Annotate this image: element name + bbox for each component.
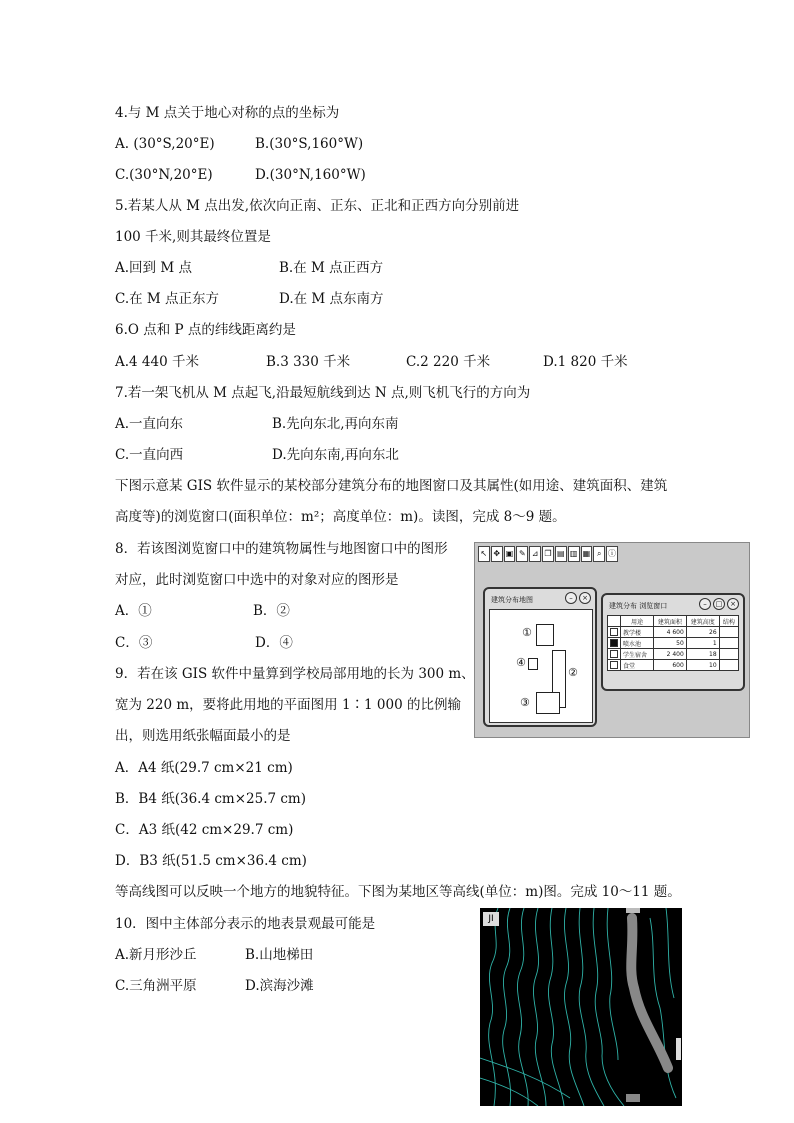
cell-structure: [719, 638, 738, 649]
q4-option-c[interactable]: C.(30°N,20°E): [115, 167, 213, 183]
q6-option-b[interactable]: B.3 330 千米: [266, 354, 351, 370]
layer-tool-icon: ▥: [568, 546, 580, 562]
row-checkbox[interactable]: [608, 638, 621, 649]
column-header-height: 建筑高度: [686, 616, 719, 627]
q9-option-a[interactable]: A．A4 纸(29.7 cm×21 cm): [115, 760, 293, 776]
column-header-use: 用途: [621, 616, 654, 627]
map-canvas: [489, 609, 593, 723]
cell-height: 1: [686, 638, 719, 649]
label-circled-3: ③: [520, 696, 530, 709]
cell-use: 食堂: [621, 660, 654, 671]
q5-option-b[interactable]: B.在 M 点正西方: [279, 260, 384, 276]
q9-stem-line1: 9．若在该 GIS 软件中量算到学校局部用地的长为 300 m、: [115, 666, 475, 682]
cell-height: 10: [686, 660, 719, 671]
pan-tool-icon: ✥: [491, 546, 503, 562]
row-checkbox[interactable]: [608, 627, 621, 638]
q9-option-c[interactable]: C．A3 纸(42 cm×29.7 cm): [115, 822, 294, 838]
row-checkbox[interactable]: [608, 660, 621, 671]
cell-height: 26: [686, 627, 719, 638]
q10-option-a[interactable]: A.新月形沙丘: [115, 947, 197, 963]
label-circled-4: ④: [516, 656, 526, 669]
map-badge-icon: JI: [483, 912, 499, 926]
q4-option-a[interactable]: A. (30°S,20°E): [115, 136, 215, 152]
q4-option-b[interactable]: B.(30°S,160°W): [255, 136, 364, 152]
q8-option-d[interactable]: D．④: [255, 635, 293, 651]
q8-option-c[interactable]: C．③: [115, 635, 153, 651]
q6-stem: 6.O 点和 P 点的纬线距离约是: [115, 322, 296, 338]
cell-use: 喷水池: [621, 638, 654, 649]
column-header-structure: 结构: [719, 616, 738, 627]
cell-structure: [719, 660, 738, 671]
browse-window-close-icon[interactable]: ×: [727, 598, 739, 610]
pen-tool-icon: ✎: [516, 546, 528, 562]
building-shape-4[interactable]: [528, 658, 538, 670]
browse-window-restore-icon[interactable]: □: [713, 598, 725, 610]
q7-option-b[interactable]: B.先向东北,再向东南: [272, 416, 399, 432]
browse-window-title: 建筑分布 浏览窗口: [609, 602, 668, 610]
intro-10-11: 等高线图可以反映一个地方的地貌特征。下图为某地区等高线(单位：m)图。完成 10～11 题。: [115, 884, 681, 900]
q10-stem: 10．图中主体部分表示的地表景观最可能是: [115, 916, 376, 932]
cell-structure: [719, 649, 738, 660]
browse-window: [601, 593, 745, 691]
edge-marker: [676, 1038, 681, 1060]
grid-tool-icon: ▦: [581, 546, 593, 562]
cell-use: 教学楼: [621, 627, 654, 638]
row-checkbox[interactable]: [608, 649, 621, 660]
cell-area: 4 600: [653, 627, 686, 638]
q5-stem-line1: 5.若某人从 M 点出发,依次向正南、正东、正北和正西方向分别前进: [115, 198, 520, 214]
q6-option-d[interactable]: D.1 820 千米: [543, 354, 628, 370]
map-window-title: 建筑分布地图: [491, 596, 533, 604]
intro-8-9-line1: 下图示意某 GIS 软件显示的某校部分建筑分布的地图窗口及其属性(如用途、建筑面积、建筑: [115, 478, 668, 494]
map-window-close-icon[interactable]: ×: [579, 592, 591, 604]
gis-toolbar: [478, 546, 618, 562]
contour-map: [480, 908, 682, 1106]
label-circled-1: ①: [522, 626, 532, 639]
select-tool-icon: ▣: [504, 546, 516, 562]
building-shape-1[interactable]: [536, 624, 554, 646]
cell-use: 学生宿舍: [621, 649, 654, 660]
page-tool-icon: ▤: [555, 546, 567, 562]
q5-option-a[interactable]: A.回到 M 点: [115, 260, 192, 276]
q8-option-a[interactable]: A．①: [115, 603, 152, 619]
q10-option-c[interactable]: C.三角洲平原: [115, 978, 197, 994]
cell-area: 50: [653, 638, 686, 649]
select-column-header: [608, 616, 621, 627]
q4-option-d[interactable]: D.(30°N,160°W): [255, 167, 366, 183]
table-row[interactable]: [608, 649, 739, 660]
q6-option-a[interactable]: A.4 440 千米: [115, 354, 199, 370]
pointer-tool-icon: ↖: [478, 546, 490, 562]
measure-tool-icon: ⊿: [529, 546, 541, 562]
q6-option-c[interactable]: C.2 220 千米: [406, 354, 491, 370]
table-header-row: [608, 616, 739, 627]
q5-option-c[interactable]: C.在 M 点正东方: [115, 291, 220, 307]
label-circled-2: ②: [568, 666, 578, 679]
q8-stem-line2: 对应，此时浏览窗口中选中的对象对应的图形是: [115, 572, 399, 588]
cell-structure: [719, 627, 738, 638]
top-marker: [626, 908, 640, 913]
cell-area: 600: [653, 660, 686, 671]
q5-option-d[interactable]: D.在 M 点东南方: [279, 291, 384, 307]
map-window: [483, 587, 597, 727]
table-row[interactable]: [608, 627, 739, 638]
intro-8-9-line2: 高度等)的浏览窗口(面积单位：m²；高度单位：m)。读图，完成 8～9 题。: [115, 509, 566, 525]
cell-area: 2 400: [653, 649, 686, 660]
gis-figure: [474, 542, 750, 738]
q7-option-a[interactable]: A.一直向东: [115, 416, 184, 432]
building-shape-3[interactable]: [536, 692, 560, 714]
contour-map-svg: [480, 908, 682, 1106]
q7-stem: 7.若一架飞机从 M 点起飞,沿最短航线到达 N 点,则飞机飞行的方向为: [115, 385, 531, 401]
table-row[interactable]: [608, 638, 739, 649]
road-path: [631, 918, 668, 1068]
q8-option-b[interactable]: B．②: [253, 603, 290, 619]
q5-stem-line2: 100 千米,则其最终位置是: [115, 229, 271, 245]
q10-option-d[interactable]: D.滨海沙滩: [245, 978, 314, 994]
q7-option-c[interactable]: C.一直向西: [115, 447, 184, 463]
bottom-marker: [626, 1094, 640, 1102]
attribute-table: [607, 615, 739, 671]
q9-stem-line3: 出，则选用纸张幅面最小的是: [115, 728, 291, 744]
info-tool-icon: ⓘ: [606, 546, 618, 562]
column-header-area: 建筑面积: [653, 616, 686, 627]
cell-height: 18: [686, 649, 719, 660]
q9-option-d[interactable]: D．B3 纸(51.5 cm×36.4 cm): [115, 853, 307, 869]
table-row[interactable]: [608, 660, 739, 671]
q7-option-d[interactable]: D.先向东南,再向东北: [272, 447, 399, 463]
q4-stem: 4.与 M 点关于地心对称的点的坐标为: [115, 105, 340, 121]
q10-option-b[interactable]: B.山地梯田: [245, 947, 314, 963]
q8-stem-line1: 8．若该图浏览窗口中的建筑物属性与地图窗口中的图形: [115, 541, 448, 557]
map-window-minimize-icon[interactable]: –: [565, 592, 577, 604]
q9-option-b[interactable]: B．B4 纸(36.4 cm×25.7 cm): [115, 791, 306, 807]
q9-stem-line2: 宽为 220 m，要将此用地的平面图用 1∶1 000 的比例输: [115, 697, 461, 713]
zoom-tool-icon: ⌕: [593, 546, 605, 562]
copy-tool-icon: ❐: [542, 546, 554, 562]
contour-lines: [480, 908, 676, 1106]
browse-window-minimize-icon[interactable]: –: [699, 598, 711, 610]
